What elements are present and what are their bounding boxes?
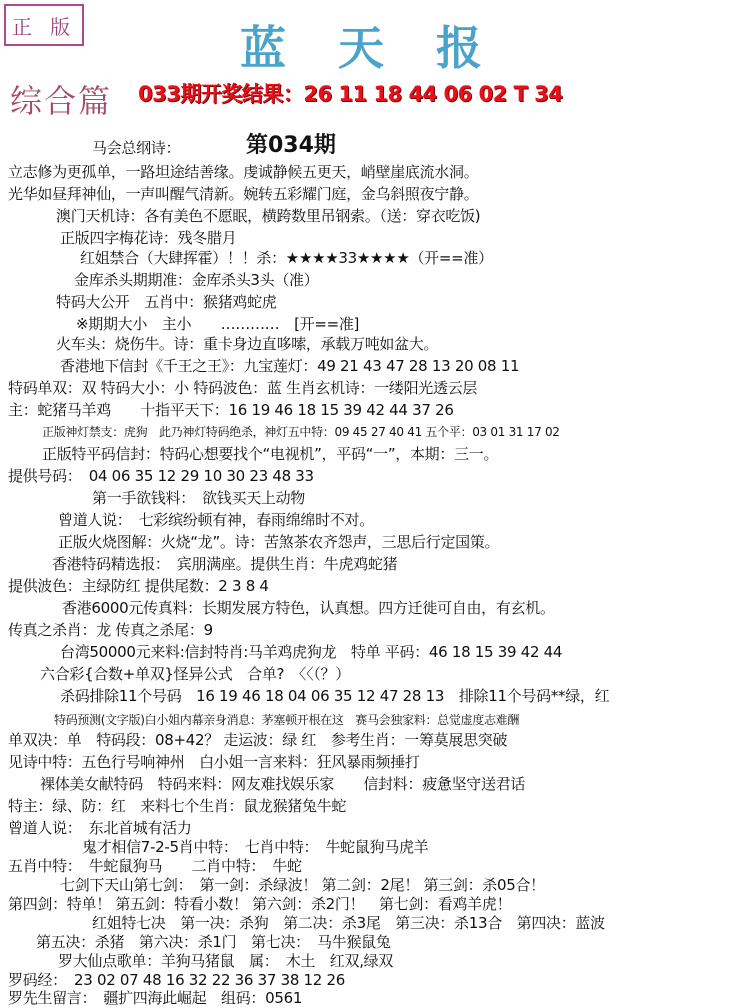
text-line: 特主：绿、防：红 来料七个生肖：鼠龙猴猪兔牛蛇 (8, 797, 347, 815)
text-line: 立志修为更孤单，一路坦途结善缘。虔诚静候五更天，峭壁崖底流水洞。 (8, 163, 479, 181)
text-line: 传真之杀肖：龙 传真之杀尾：9 (8, 621, 213, 639)
text-line: 台湾50000元来料:信封特肖:马羊鸡虎狗龙 特单 平码：46 18 15 39 42 44 (60, 643, 563, 661)
text-line: 曾道人说： 七彩缤纷顿有神，春雨绵绵时不对。 (58, 511, 374, 529)
text-line: 第五决：杀猪 第六决：杀1门 第七决： 马牛猴鼠兔 (36, 933, 391, 951)
lottery-result: 033期开奖结果：26 11 18 44 06 02 T 34 (138, 82, 563, 106)
text-line: 香港地下信封《千王之王》：九宝莲灯：49 21 43 47 28 13 20 08 11 (60, 357, 520, 375)
text-line: 正版四字梅花诗：残冬腊月 (60, 229, 237, 247)
text-line: 六合彩{合数+单双}怪异公式 合单? 〈〈（？） (40, 665, 350, 683)
text-line: 五肖中特： 牛蛇鼠狗马 二肖中特： 牛蛇 (8, 857, 302, 875)
text-line: 第一手欲钱料： 欲钱买天上动物 (92, 489, 306, 507)
text-line: 罗大仙点歌单：羊狗马猪鼠 属： 木土 红双,绿双 (58, 952, 394, 970)
text-line: 裸体美女献特码 特码来料：网友难找娱乐家 信封料：疲惫坚守送君话 (40, 775, 526, 793)
text-line: 红姐特七决 第一决：杀狗 第二决：杀3尾 第三决：杀13合 第四决：蓝波 (92, 914, 605, 932)
text-line: ※期期大小 主小 ………… [开==准] (76, 315, 360, 333)
text-line: 正版火烧图解：火烧“龙”。诗：苦煞茶农齐怨声，三思后行定国策。 (58, 533, 500, 551)
paper-title: 蓝天报 (240, 21, 534, 75)
text-line: 澳门天机诗：各有美色不愿眠，横跨数里吊钢索。（送：穿衣吃饭) (56, 207, 481, 225)
text-line: 七剑下天山第七剑： 第一剑：杀绿波！ 第二剑：2尾！ 第三剑：杀05合！ (60, 876, 545, 894)
text-line: 香港6000元传真料：长期发展方特色，认真想。四方迁徙可自由，有玄机。 (62, 599, 555, 617)
text-line: 提供波色：主绿防红 提供尾数：2 3 8 4 (8, 577, 269, 595)
text-line: 特码大公开 五肖中：猴猪鸡蛇虎 (56, 293, 277, 311)
text-line: 正版特平码信封：特码心想要找个“电视机”，平码“一”，本期：三一。 (42, 445, 499, 463)
section-label: 综合篇 (10, 82, 113, 120)
text-line: 香港特码精选报： 宾朋满座。提供生肖：牛虎鸡蛇猪 (52, 555, 398, 573)
text-line: 正版神灯禁支：虎狗 此乃神灯特码绝杀，神灯五中特：09 45 27 40 41 五个平：03 01 31 17 02 (42, 425, 560, 439)
text-line: 见诗中特：五色行号响神州 白小姐一言来料：狂风暴雨频捶打 (8, 753, 420, 771)
text-line: 提供号码： 04 06 35 12 29 10 30 23 48 33 (8, 467, 314, 485)
text-line: 光华如昼拜神仙，一声叫醒气清新。婉转五彩耀门庭，金乌斜照夜宁静。 (8, 185, 479, 203)
text-line: 金库杀头期期准：金库杀头3头（准） (74, 271, 319, 289)
text-line: 曾道人说： 东北首城有活力 (8, 819, 192, 837)
genuine-badge: 正 版 (4, 4, 84, 46)
text-line: 第四剑：特单！ 第五剑：特看小数！ 第六剑：杀2门！ 第七剑：看鸡羊虎！ (8, 895, 512, 913)
text-line: 特码预测(文字版)白小姐内幕亲身消息：茅塞顿开根在这 赛马会独家料：总觉虚度志难酬 (54, 713, 520, 727)
text-line: 特码单双：双 特码大小：小 特码波色：蓝 生肖玄机诗：一缕阳光透云层 (8, 379, 478, 397)
text-line: 罗码经： 23 02 07 48 16 32 22 36 37 38 12 26 (8, 971, 345, 989)
text-line: 单双决：单 特码段：08+42？ 走运波：绿 红 参考生肖：一筹莫展思突破 (8, 731, 508, 749)
text-line: 红姐禁合（大肆挥霍）！！杀：★★★★33★★★★（开==准） (80, 249, 493, 267)
text-line: 主：蛇猪马羊鸡 十指平天下：16 19 46 18 15 39 42 44 37 26 (8, 401, 454, 419)
text-line: 杀码排除11个号码 16 19 46 18 04 06 35 12 47 28 13 排除11个号码**绿，红 (60, 687, 610, 705)
text-line: 火车头：烧伤牛。诗：重卡身边直哆嗦，承载万吨如盆大。 (56, 335, 439, 353)
text-line-overflow: 罗先生留言： 疆扩四海此崛起 组码：0561 (8, 989, 303, 1007)
text-line: 鬼才相信7-2-5肖中特： 七肖中特： 牛蛇鼠狗马虎羊 (82, 838, 429, 856)
text-line: 马会总纲诗： (92, 139, 181, 157)
issue-number: 第034期 (246, 133, 336, 158)
